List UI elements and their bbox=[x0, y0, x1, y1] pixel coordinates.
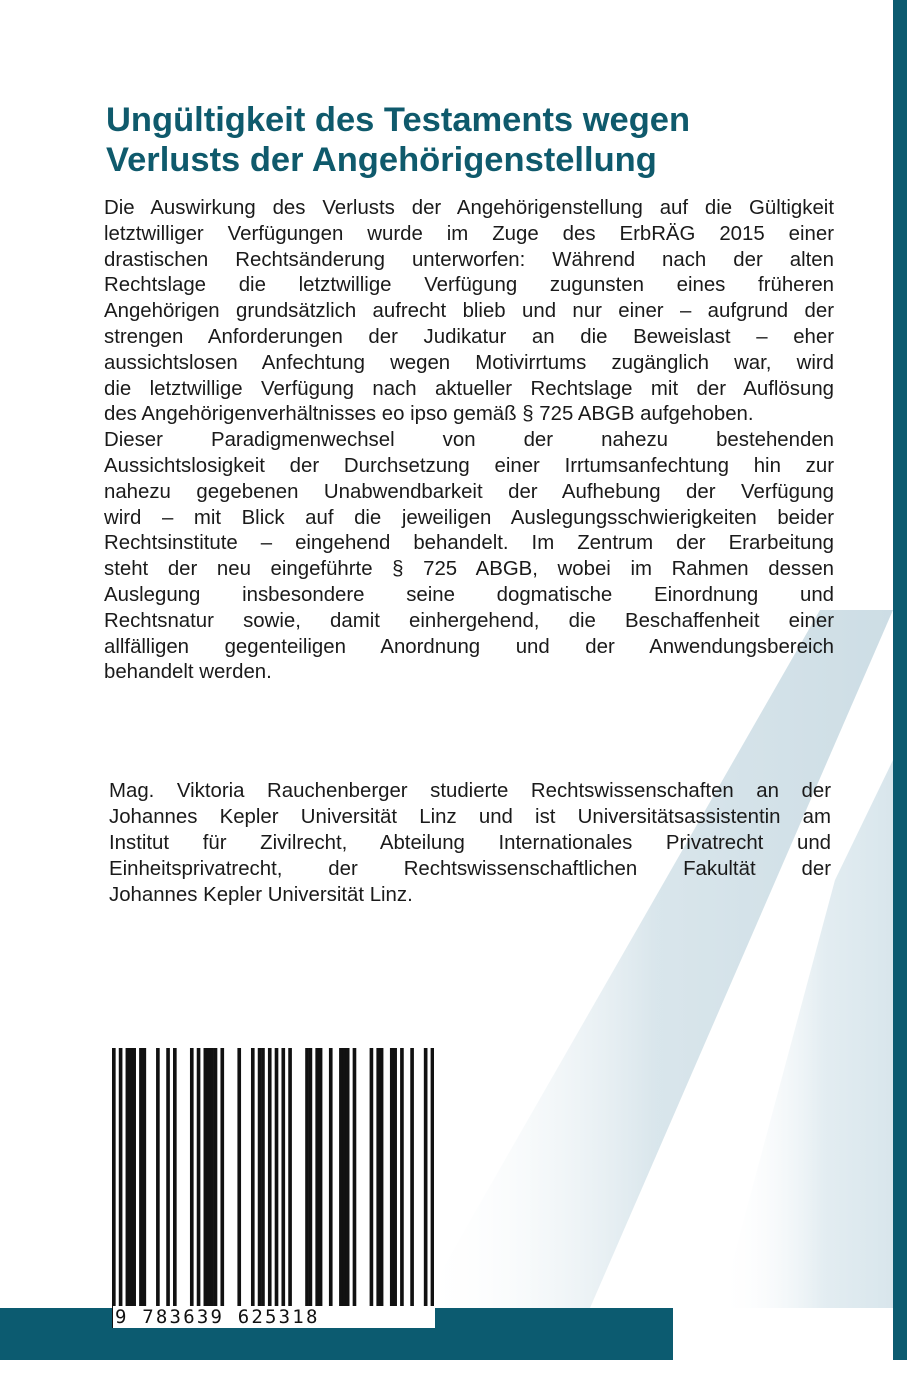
barcode-bar bbox=[339, 1048, 343, 1310]
description-line: strengen Anforderungen der Judikatur an die Beweislast – eher bbox=[104, 325, 834, 348]
barcode-bar bbox=[353, 1048, 357, 1310]
barcode-bar bbox=[309, 1048, 313, 1310]
barcode-bar bbox=[210, 1048, 214, 1310]
barcode-bar bbox=[126, 1048, 130, 1310]
description-line: des Angehörigenverhältnisses eo ipso gemäß § 725 ABGB aufgehoben. bbox=[104, 403, 754, 426]
barcode-bar bbox=[139, 1048, 143, 1310]
barcode-bar bbox=[173, 1048, 177, 1310]
description-line: letztwilliger Verfügungen wurde im Zuge des ErbRÄG 2015 einer bbox=[104, 222, 834, 245]
right-edge-band bbox=[893, 0, 907, 1360]
barcode-bar bbox=[329, 1048, 333, 1310]
barcode-bar bbox=[319, 1048, 323, 1310]
barcode-bar bbox=[288, 1048, 292, 1310]
barcode-bar bbox=[197, 1048, 201, 1310]
author-bio-line: Mag. Viktoria Rauchenberger studierte Rechtswissenschaften an der bbox=[109, 780, 831, 802]
description-line: behandelt werden. bbox=[104, 661, 272, 684]
barcode-bar bbox=[380, 1048, 384, 1310]
isbn-barcode bbox=[112, 1048, 434, 1374]
barcode-bar bbox=[220, 1048, 224, 1310]
barcode-bar bbox=[129, 1048, 133, 1310]
description-line: die letztwillige Verfügung nach aktueller Rechtslage mit der Auflösung bbox=[104, 377, 834, 400]
description-line: Angehörigen grundsätzlich aufrecht blieb und nur einer – aufgrund der bbox=[104, 300, 834, 323]
barcode-bar bbox=[370, 1048, 374, 1310]
author-bio-line: Institut für Zivilrecht, Abteilung Internationales Privatrecht und bbox=[109, 832, 831, 854]
barcode-bar bbox=[204, 1048, 208, 1310]
description-line: Rechtsnatur sowie, damit einhergehend, die Beschaffenheit einer bbox=[104, 609, 834, 632]
barcode-bar bbox=[390, 1048, 394, 1310]
barcode-bar bbox=[305, 1048, 309, 1310]
title-line: Verlusts der Angehörigenstellung bbox=[106, 141, 657, 179]
barcode-bar bbox=[346, 1048, 350, 1310]
description-line: drastischen Rechtsänderung unterworfen: Während nach der alten bbox=[104, 248, 834, 271]
description-line: Aussichtslosigkeit der Durchsetzung einer Irrtumsanfechtung hin zur bbox=[104, 454, 834, 477]
barcode-bar bbox=[342, 1048, 346, 1310]
barcode-bar bbox=[268, 1048, 272, 1328]
barcode-bar bbox=[261, 1048, 265, 1310]
barcode-bar bbox=[410, 1048, 414, 1310]
barcode-bar bbox=[376, 1048, 380, 1310]
barcode-bar bbox=[281, 1048, 285, 1310]
barcode-bar bbox=[143, 1048, 147, 1310]
description-line: Dieser Paradigmenwechsel von der nahezu bestehenden bbox=[104, 429, 834, 452]
barcode-bar bbox=[119, 1048, 123, 1328]
description-line: Auslegung insbesondere seine dogmatische Einordnung und bbox=[104, 583, 834, 606]
author-bio-line: Johannes Kepler Universität Linz. bbox=[109, 884, 413, 906]
book-description bbox=[104, 196, 834, 686]
barcode-bar bbox=[393, 1048, 397, 1310]
barcode-bar bbox=[207, 1048, 211, 1310]
barcode-bar bbox=[190, 1048, 194, 1310]
author-bio bbox=[109, 778, 831, 908]
barcode-bar bbox=[132, 1048, 136, 1310]
description-line: nahezu gegebenen Unabwendbarkeit der Aufhebung der Verfügung bbox=[104, 480, 834, 503]
barcode-bar bbox=[166, 1048, 170, 1310]
description-line: Die Auswirkung des Verlusts der Angehörigenstellung auf die Gültigkeit bbox=[104, 197, 834, 219]
description-line: allfälligen gegenteiligen Anordnung und der Anwendungsbereich bbox=[104, 635, 834, 658]
barcode-digits: 9 783639 625318 bbox=[113, 1306, 435, 1328]
barcode-bar bbox=[431, 1048, 434, 1328]
description-line: Rechtslage die letztwillige Verfügung zugunsten eines früheren bbox=[104, 274, 834, 297]
description-line: Rechtsinstitute – eingehend behandelt. Im Zentrum der Erarbeitung bbox=[104, 532, 834, 555]
description-line: steht der neu eingeführte § 725 ABGB, wobei im Rahmen dessen bbox=[104, 558, 834, 581]
author-bio-line: Johannes Kepler Universität Linz und ist Universitätsassistentin am bbox=[109, 806, 831, 828]
barcode-bar bbox=[112, 1048, 116, 1328]
barcode-bar bbox=[258, 1048, 262, 1310]
barcode-bar bbox=[275, 1048, 279, 1328]
barcode-bar bbox=[400, 1048, 404, 1310]
barcode-bar bbox=[424, 1048, 428, 1328]
barcode-bar bbox=[156, 1048, 160, 1310]
barcode-bar bbox=[214, 1048, 218, 1310]
description-line: aussichtslosen Anfechtung wegen Motivirrtums zugänglich war, wird bbox=[104, 351, 834, 374]
author-bio-line: Einheitsprivatrecht, der Rechtswissenschaftlichen Fakultät der bbox=[109, 858, 831, 880]
barcode-bar bbox=[237, 1048, 241, 1310]
barcode-bar bbox=[315, 1048, 319, 1310]
barcode-bar bbox=[251, 1048, 255, 1310]
title-line: Ungültigkeit des Testaments wegen bbox=[106, 101, 691, 139]
description-line: wird – mit Blick auf die jeweiligen Auslegungsschwierigkeiten beider bbox=[104, 506, 834, 529]
book-title bbox=[106, 100, 806, 180]
